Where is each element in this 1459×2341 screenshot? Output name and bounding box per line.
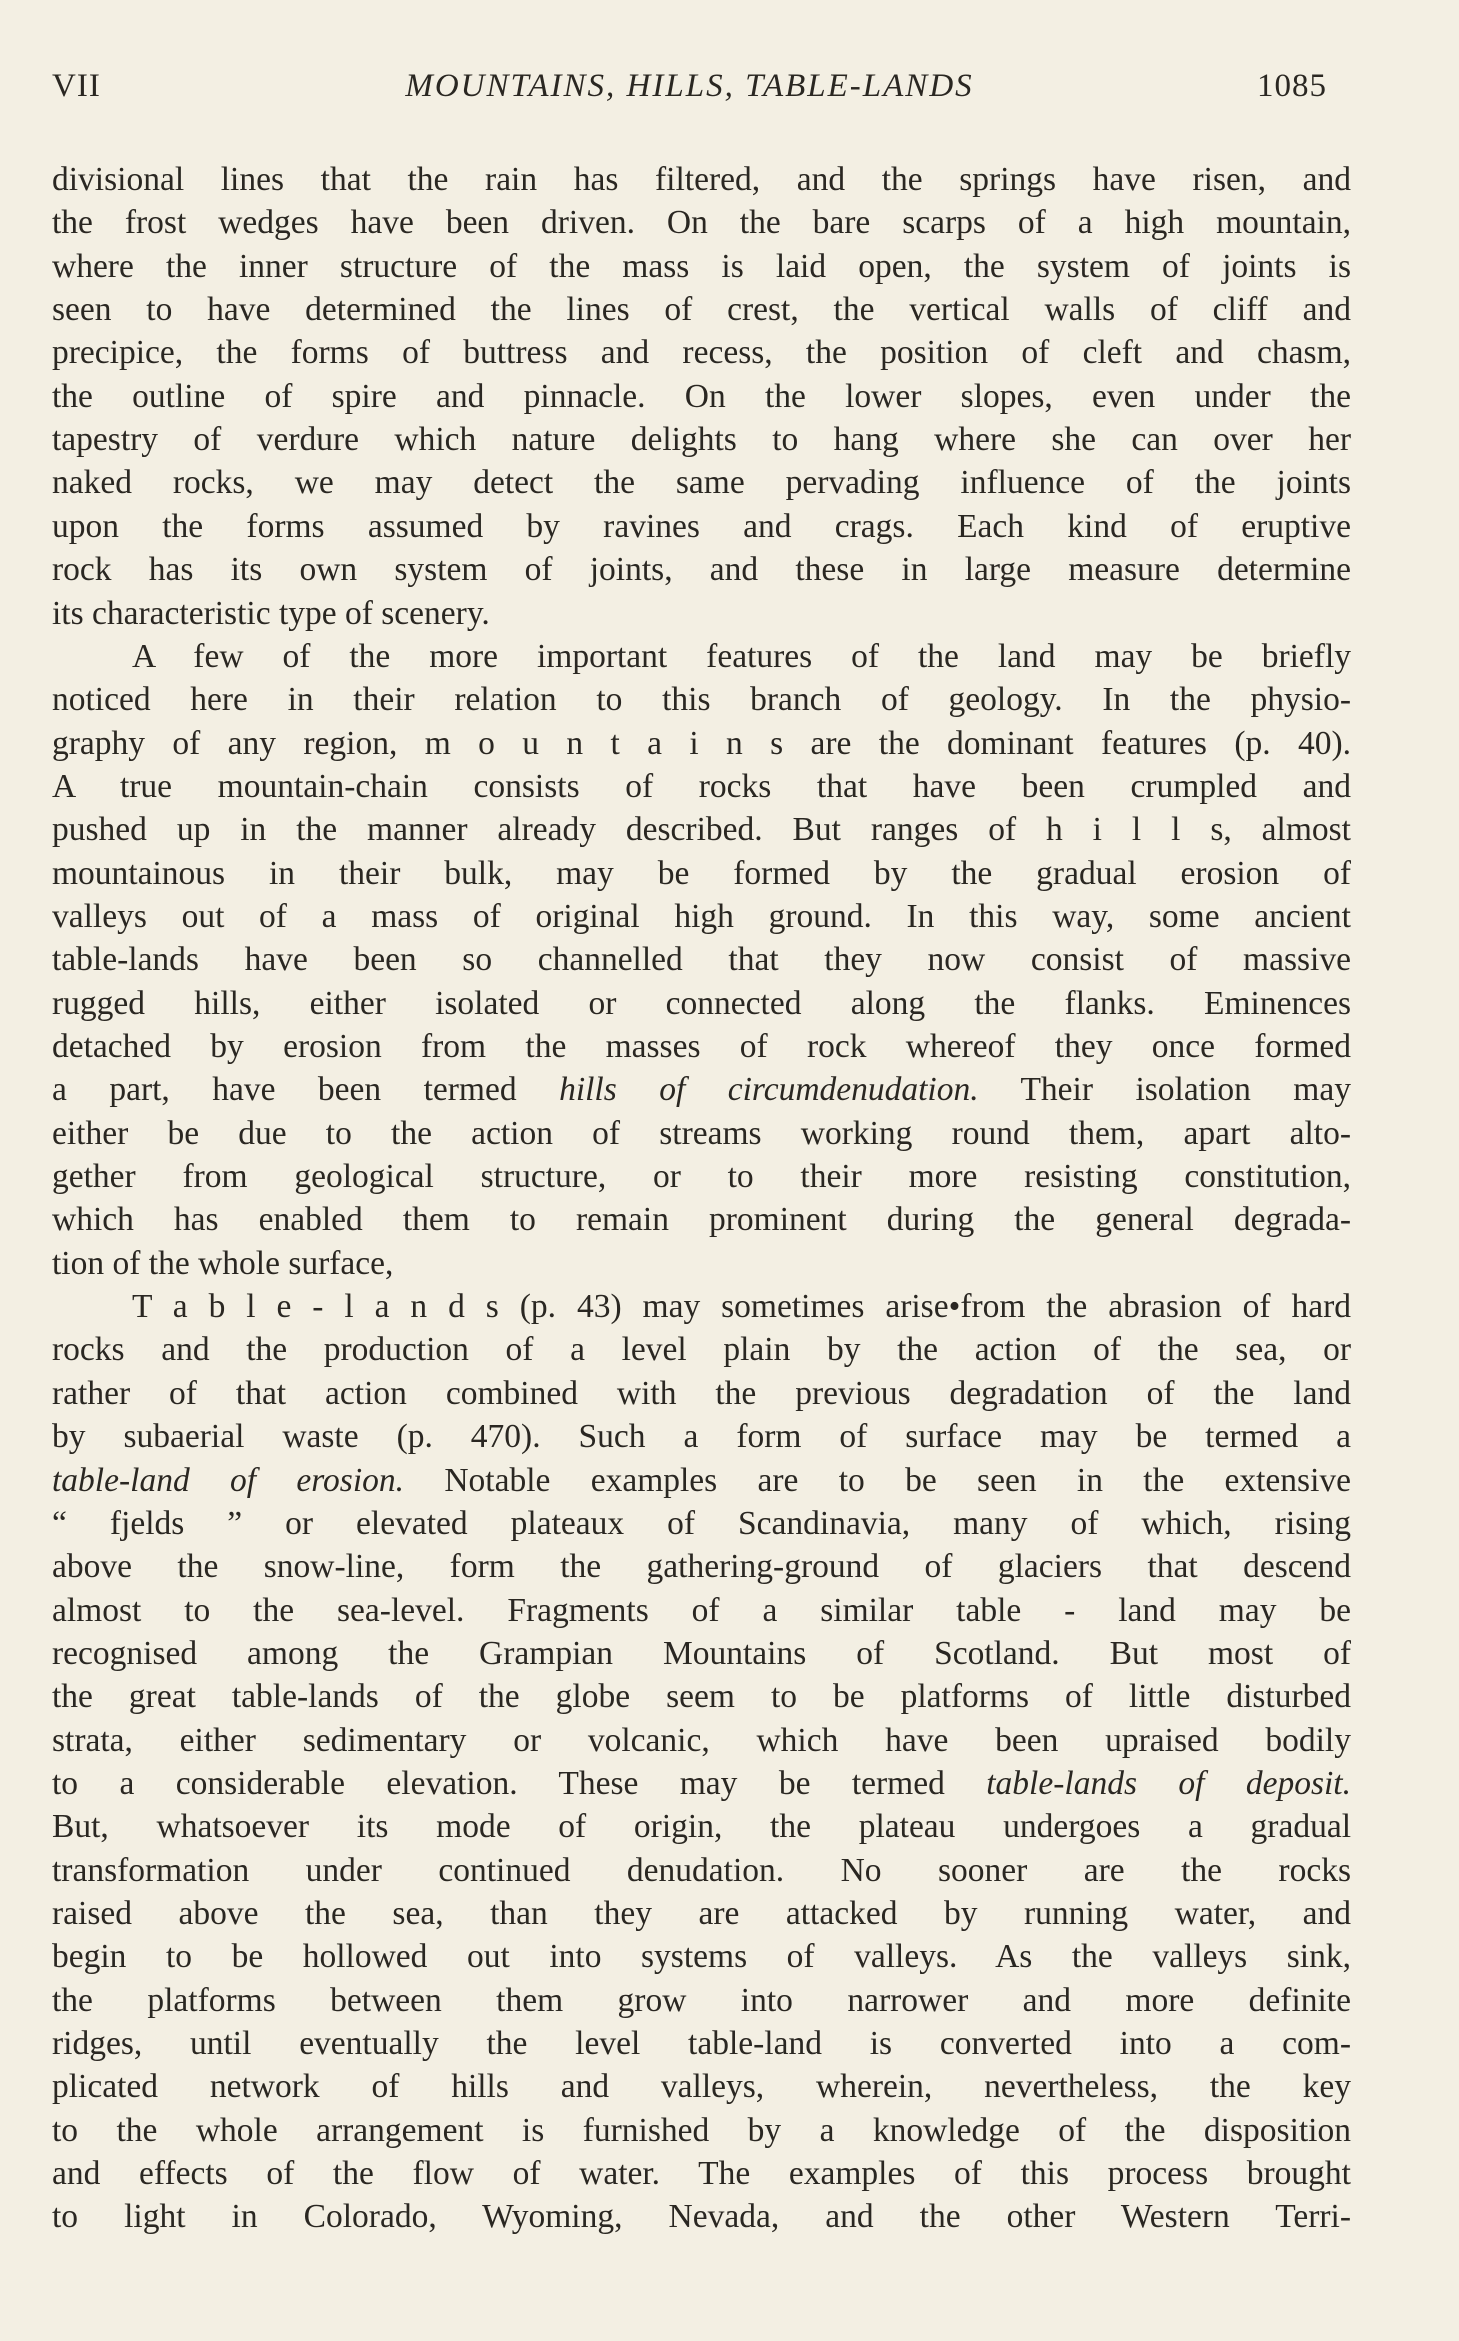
- text-segment: Their isolation may: [978, 1071, 1351, 1109]
- page-number: 1085: [1257, 68, 1327, 104]
- text-line: transformation under continued denudation. No sooner are the rocks: [52, 1851, 1351, 1889]
- text-line: But, whatsoever its mode of origin, the plateau undergoes a gradual: [52, 1808, 1351, 1846]
- text-line: which has enabled them to remain prominent during the general degrada-: [52, 1201, 1351, 1239]
- text-line: A few of the more important features of the land may be briefly: [132, 637, 1351, 675]
- italic-term: table-lands of deposit.: [986, 1764, 1351, 1802]
- text-line: naked rocks, we may detect the same pervading influence of the joints: [52, 464, 1351, 502]
- text-line: by subaerial waste (p. 470). Such a form of surface may be termed a: [52, 1418, 1351, 1456]
- italic-term: hills of circumdenudation.: [559, 1071, 979, 1109]
- text-line: the outline of spire and pinnacle. On the lower slopes, even under the: [52, 377, 1351, 415]
- text-line: its characteristic type of scenery.: [52, 594, 490, 632]
- text-line: above the snow-line, form the gathering-ground of glaciers that descend: [52, 1548, 1351, 1586]
- text-line: [52, 1459, 1351, 1503]
- text-line: A true mountain-chain consists of rocks that have been crumpled and: [52, 767, 1351, 805]
- text-line: T a b l e - l a n d s (p. 43) may sometimes arise•from the abrasion of hard: [132, 1288, 1351, 1326]
- text-line: plicated network of hills and valleys, wherein, nevertheless, the key: [52, 2068, 1351, 2106]
- text-line: rather of that action combined with the previous degradation of the land: [52, 1374, 1351, 1412]
- text-line: either be due to the action of streams working round them, apart alto-: [52, 1114, 1351, 1152]
- text-line: tapestry of verdure which nature delights to hang where she can over her: [52, 421, 1351, 459]
- text-segment: a part, have been termed: [52, 1071, 560, 1109]
- text-line: rocks and the production of a level plain by the action of the sea, or: [52, 1331, 1351, 1369]
- text-line: divisional lines that the rain has filtered, and the springs have risen, and: [52, 161, 1351, 198]
- text-segment: to a considerable elevation. These may be termed: [52, 1764, 987, 1802]
- text-line: noticed here in their relation to this branch of geology. In the physio-: [52, 681, 1351, 719]
- text-line: [52, 1762, 1351, 1806]
- text-line: where the inner structure of the mass is laid open, the system of joints is: [52, 247, 1351, 285]
- text-line: [52, 1068, 1351, 1112]
- text-line: rugged hills, either isolated or connected along the flanks. Eminences: [52, 984, 1351, 1022]
- text-line: “ fjelds ” or elevated plateaux of Scandinavia, many of which, rising: [52, 1504, 1351, 1542]
- text-line: the great table-lands of the globe seem to be platforms of little disturbed: [52, 1678, 1351, 1716]
- italic-term: table-land of erosion.: [52, 1461, 405, 1499]
- text-line: detached by erosion from the masses of rock whereof they once formed: [52, 1028, 1351, 1065]
- text-line: mountainous in their bulk, may be formed by the gradual erosion of: [52, 854, 1351, 892]
- text-line: seen to have determined the lines of crest, the vertical walls of cliff and: [52, 291, 1351, 329]
- text-line: gether from geological structure, or to their more resisting constitution,: [52, 1158, 1351, 1196]
- text-line: precipice, the forms of buttress and recess, the position of cleft and chasm,: [52, 334, 1351, 372]
- text-line: and effects of the flow of water. The examples of this process brought: [52, 2155, 1351, 2193]
- text-line: to the whole arrangement is furnished by a knowledge of the disposition: [52, 2111, 1351, 2149]
- text-line: the frost wedges have been driven. On the bare scarps of a high mountain,: [52, 204, 1351, 242]
- text-line: graphy of any region, m o u n t a i n s are the dominant features (p. 40).: [52, 724, 1351, 762]
- running-title: MOUNTAINS, HILLS, TABLE-LANDS: [405, 68, 974, 104]
- text-line: strata, either sedimentary or volcanic, which have been upraised bodily: [52, 1721, 1351, 1759]
- text-line: begin to be hollowed out into systems of valleys. As the valleys sink,: [52, 1938, 1351, 1976]
- text-segment: Notable examples are to be seen in the extensive: [404, 1461, 1351, 1499]
- text-line: raised above the sea, than they are attacked by running water, and: [52, 1895, 1351, 1932]
- text-line: table-lands have been so channelled that they now consist of massive: [52, 941, 1351, 979]
- text-line: almost to the sea-level. Fragments of a similar table - land may be: [52, 1591, 1351, 1629]
- text-line: recognised among the Grampian Mountains of Scotland. But most of: [52, 1634, 1351, 1672]
- text-line: the platforms between them grow into narrower and more definite: [52, 1981, 1351, 2019]
- running-header: [52, 68, 1327, 118]
- chapter-number: VII: [52, 68, 101, 104]
- text-line: valleys out of a mass of original high ground. In this way, some ancient: [52, 897, 1351, 935]
- text-line: ridges, until eventually the level table-land is converted into a com-: [52, 2025, 1351, 2063]
- text-line: upon the forms assumed by ravines and crags. Each kind of eruptive: [52, 507, 1351, 545]
- text-line: to light in Colorado, Wyoming, Nevada, and the other Western Terri-: [52, 2198, 1351, 2236]
- text-line: rock has its own system of joints, and these in large measure determine: [52, 551, 1351, 589]
- text-line: pushed up in the manner already described. But ranges of h i l l s, almost: [52, 811, 1351, 849]
- text-line: tion of the whole surface,: [52, 1244, 394, 1282]
